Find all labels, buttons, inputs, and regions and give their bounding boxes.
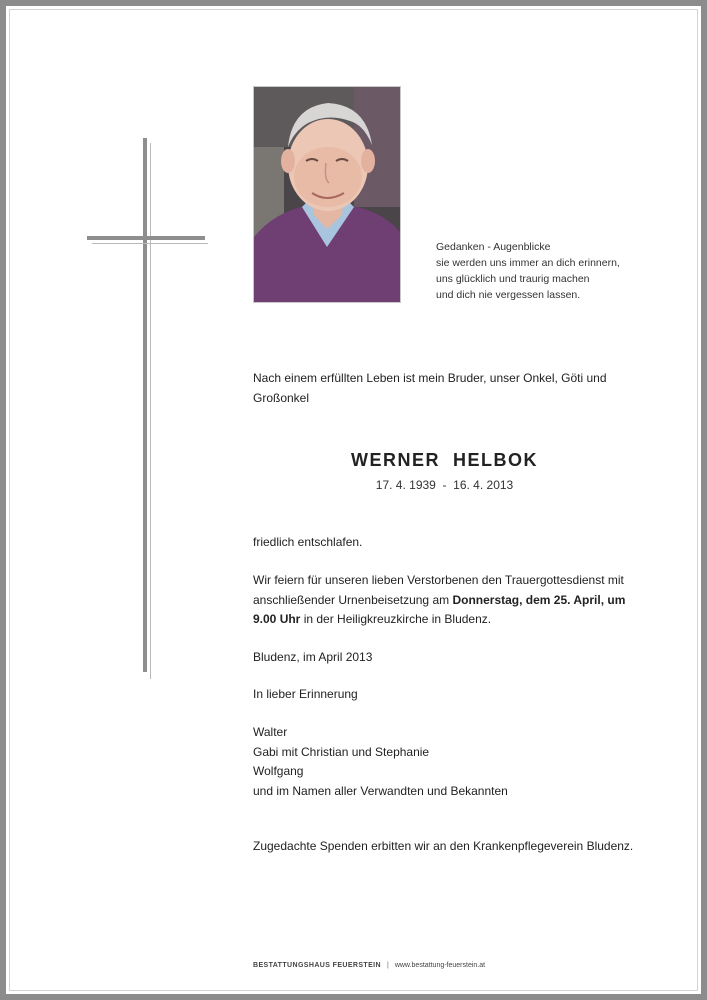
intro-text: Nach einem erfüllten Leben ist mein Bruder, unser Onkel, Göti und Großonkel <box>253 371 607 405</box>
memory-line: In lieber Erinnerung <box>253 687 358 701</box>
portrait-photo <box>253 86 401 303</box>
passed-away-text: friedlich entschlafen. <box>253 535 363 549</box>
family-member: Gabi mit Christian und Stephanie <box>253 744 430 759</box>
footer-website: www.bestattung-feuerstein.at <box>394 962 486 969</box>
poem-line: und dich nie vergessen lassen. <box>436 289 581 301</box>
deceased-name: WERNER HELBOK <box>351 450 538 470</box>
donation-note: Zugedachte Spenden erbitten wir an den Krankenpflegeverein Bludenz. <box>253 839 634 853</box>
footer-brand: BESTATTUNGSHAUS FEUERSTEIN <box>253 962 381 969</box>
poem <box>436 239 676 303</box>
footer <box>253 962 485 969</box>
service-text-before: Wir feiern für unseren lieben Verstorbenen den Trauergottesdienst mit anschließender Urnenbeisetzung am <box>253 573 624 607</box>
poem-line: uns glücklich und traurig machen <box>436 273 590 285</box>
family-list <box>253 723 653 801</box>
service-text <box>253 571 633 630</box>
service-text-after: in der Heiligkreuzkirche in Bludenz. <box>300 612 492 626</box>
service-date: Donnerstag, dem 25. April, um 9.00 Uhr <box>253 592 626 626</box>
family-member: und im Namen aller Verwandten und Bekannten <box>253 783 508 798</box>
poem-line: sie werden uns immer an dich erinnern, <box>436 257 620 269</box>
family-member: Walter <box>253 725 288 739</box>
footer-separator: | <box>386 962 389 969</box>
life-dates: 17. 4. 1939 - 16. 4. 2013 <box>375 478 514 492</box>
family-member: Wolfgang <box>253 764 304 778</box>
poem-line: Gedanken - Augenblicke <box>436 241 551 253</box>
place-date: Bludenz, im April 2013 <box>253 650 373 664</box>
